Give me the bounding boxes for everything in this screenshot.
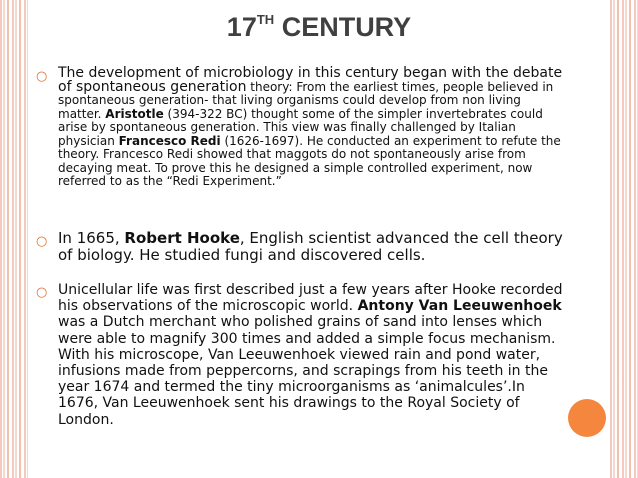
paragraph-spontaneous-generation: The development of microbiology in this century began with the debate of spontaneous generation theory: From the earliest times, people believed in spontaneous generation- that living organisms could develop from non living matter. Aristotle (394-322 BC) thought some of the simpler invertebrates could arise by spontaneous generation. This view was finally challenged by Italian physician Francesco Redi (1626-1697). He conducted an experiment to refute the theory. Francesco Redi showed that maggots do not spontaneously arise from decaying meat. To prove this he designed a simple controlled experiment, now referred to as the “Redi Experiment.” — [58, 65, 563, 188]
left-decorative-border — [0, 0, 28, 478]
bullet-icon: ○ — [36, 234, 48, 249]
decorative-orange-circle — [568, 399, 606, 437]
bullet-icon: ○ — [36, 285, 48, 300]
bullet-icon: ○ — [36, 69, 48, 84]
paragraph-leeuwenhoek: Unicellular life was first described just a few years after Hooke recorded his observations of the microscopic world. Antony Van Leeuwenhoek was a Dutch merchant who polished grains of sand into lenses which were able to magnify 300 times and added a simple focus mechanism. With his microscope, Van Leeuwenhoek viewed rain and pond water, infusions made from peppercorns, and scrapings from his teeth in the year 1674 and termed the tiny microorganisms as ‘animalcules’.In 1676, Van Leeuwenhoek sent his drawings to the Royal Society of London. — [58, 282, 563, 428]
paragraph-robert-hooke: In 1665, Robert Hooke, English scientist advanced the cell theory of biology. He studied fungi and discovered cells. — [58, 229, 563, 264]
slide-title: 17TH CENTURY — [226, 12, 412, 42]
right-decorative-border — [610, 0, 638, 478]
